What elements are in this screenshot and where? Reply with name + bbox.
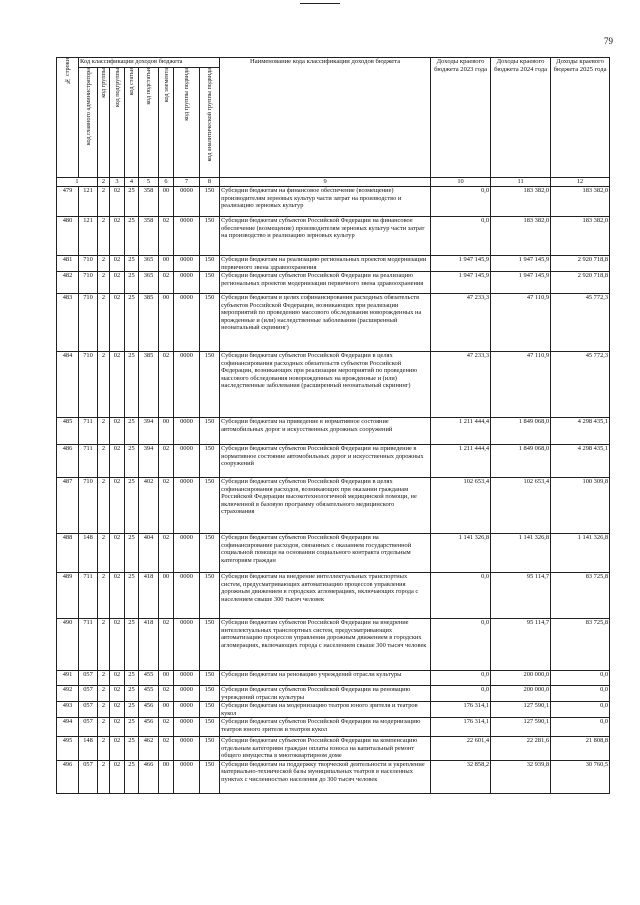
amount-cell: 183 382,0 bbox=[551, 217, 610, 256]
row-number-cell: 494 bbox=[57, 718, 79, 737]
amount-cell: 200 000,0 bbox=[491, 686, 551, 702]
code-cell: 150 bbox=[200, 671, 220, 686]
code-column-header: код статьи bbox=[125, 68, 139, 178]
code-cell: 710 bbox=[79, 256, 98, 272]
row-number-cell: 492 bbox=[57, 686, 79, 702]
code-cell: 25 bbox=[125, 217, 139, 256]
column-number: 7 bbox=[174, 178, 200, 187]
amount-cell: 0,0 bbox=[551, 702, 610, 718]
amount-cell: 200 000,0 bbox=[491, 671, 551, 686]
code-cell: 02 bbox=[110, 619, 125, 671]
code-cell: 02 bbox=[110, 686, 125, 702]
code-cell: 00 bbox=[159, 256, 174, 272]
code-cell: 25 bbox=[125, 619, 139, 671]
code-group-header: Код классификации доходов бюджета bbox=[79, 58, 220, 68]
amount-cell: 0,0 bbox=[551, 686, 610, 702]
code-cell: 150 bbox=[200, 702, 220, 718]
code-cell: 710 bbox=[79, 478, 98, 534]
code-cell: 148 bbox=[79, 737, 98, 761]
code-cell: 2 bbox=[98, 718, 110, 737]
code-cell: 02 bbox=[110, 352, 125, 418]
code-column-header: код подстатьи bbox=[139, 68, 159, 178]
table-row bbox=[57, 737, 610, 761]
row-number-cell: 489 bbox=[57, 573, 79, 619]
amount-cell: 83 725,8 bbox=[551, 573, 610, 619]
code-cell: 0000 bbox=[174, 534, 200, 573]
code-cell: 2 bbox=[98, 702, 110, 718]
code-cell: 2 bbox=[98, 352, 110, 418]
amount-cell: 1 211 444,4 bbox=[431, 445, 491, 478]
code-cell: 057 bbox=[79, 686, 98, 702]
amount-cell: 32 858,2 bbox=[431, 760, 491, 793]
code-cell: 418 bbox=[139, 573, 159, 619]
amount-cell: 100 309,8 bbox=[551, 478, 610, 534]
amount-cell: 1 947 145,9 bbox=[431, 256, 491, 272]
row-number-cell: 484 bbox=[57, 352, 79, 418]
code-cell: 0000 bbox=[174, 671, 200, 686]
table-row bbox=[57, 702, 610, 718]
code-cell: 150 bbox=[200, 760, 220, 793]
amount-cell: 0,0 bbox=[431, 686, 491, 702]
amount-cell: 1 141 326,8 bbox=[551, 534, 610, 573]
code-cell: 2 bbox=[98, 534, 110, 573]
code-cell: 0000 bbox=[174, 760, 200, 793]
code-cell: 0000 bbox=[174, 737, 200, 761]
table-row bbox=[57, 352, 610, 418]
code-cell: 358 bbox=[139, 187, 159, 217]
amount-cell: 127 590,1 bbox=[491, 702, 551, 718]
row-number-cell: 493 bbox=[57, 702, 79, 718]
code-cell: 150 bbox=[200, 478, 220, 534]
code-cell: 25 bbox=[125, 573, 139, 619]
code-cell: 25 bbox=[125, 686, 139, 702]
amount-cell: 30 760,5 bbox=[551, 760, 610, 793]
amount-cell: 176 314,1 bbox=[431, 718, 491, 737]
name-cell: Субсидии бюджетам субъектов Российской Федерации на внедрение интеллектуальных транспортных систем, предусматривающих автоматизацию процессов управления дорожным движением в городских агломерациях, включающих города с населением свыше 300 тысяч человек bbox=[220, 619, 431, 671]
code-cell: 456 bbox=[139, 718, 159, 737]
row-number-cell: 486 bbox=[57, 445, 79, 478]
code-cell: 25 bbox=[125, 256, 139, 272]
table-row bbox=[57, 294, 610, 352]
code-cell: 25 bbox=[125, 671, 139, 686]
page-number: 79 bbox=[604, 36, 613, 46]
column-number: 6 bbox=[159, 178, 174, 187]
code-cell: 25 bbox=[125, 534, 139, 573]
code-cell: 2 bbox=[98, 737, 110, 761]
name-cell: Субсидии бюджетам субъектов Российской Федерации на компенсацию отдельным категориям граждан оплаты взноса на капитальный ремонт общего имущества в многоквартирном доме bbox=[220, 737, 431, 761]
amount-cell: 127 590,1 bbox=[491, 718, 551, 737]
code-cell: 02 bbox=[110, 294, 125, 352]
amount-cell: 32 939,8 bbox=[491, 760, 551, 793]
name-cell: Субсидии бюджетам субъектов Российской Федерации в целях софинансирования расходных обязательств субъектов Российской Федерации, возникающих при реализации мероприятий по проведению массового обследования новорожденных на врожденные и (или) наследственные заболевания (расширенный неонатальный скрининг) bbox=[220, 352, 431, 418]
code-cell: 00 bbox=[159, 702, 174, 718]
amount-cell: 0,0 bbox=[431, 619, 491, 671]
column-number: 4 bbox=[125, 178, 139, 187]
code-cell: 2 bbox=[98, 272, 110, 294]
code-cell: 0000 bbox=[174, 573, 200, 619]
row-number-cell: 496 bbox=[57, 760, 79, 793]
code-cell: 2 bbox=[98, 217, 110, 256]
table-row bbox=[57, 478, 610, 534]
code-cell: 150 bbox=[200, 217, 220, 256]
name-cell: Субсидии бюджетам на приведение в нормативное состояние автомобильных дорог и искусственных дорожных сооружений bbox=[220, 418, 431, 445]
name-header: Наименование кода классификации доходов бюджета bbox=[220, 58, 431, 178]
amount-cell: 0,0 bbox=[431, 187, 491, 217]
code-cell: 00 bbox=[159, 573, 174, 619]
code-cell: 385 bbox=[139, 294, 159, 352]
amount-cell: 0,0 bbox=[431, 671, 491, 686]
budget-revenue-table bbox=[56, 57, 610, 794]
table-row bbox=[57, 619, 610, 671]
code-cell: 02 bbox=[159, 718, 174, 737]
row-number-cell: 488 bbox=[57, 534, 79, 573]
column-number: 8 bbox=[200, 178, 220, 187]
row-number-cell: 495 bbox=[57, 737, 79, 761]
code-cell: 2 bbox=[98, 671, 110, 686]
code-cell: 25 bbox=[125, 418, 139, 445]
table-row bbox=[57, 686, 610, 702]
code-cell: 148 bbox=[79, 534, 98, 573]
code-cell: 0000 bbox=[174, 256, 200, 272]
name-cell: Субсидии бюджетам субъектов Российской Федерации на финансовое обеспечение (возмещение) производителям зерновых культур части затрат на производство и реализацию зерновых культур bbox=[220, 217, 431, 256]
table-row bbox=[57, 534, 610, 573]
code-column-header: код группы подвида bbox=[174, 68, 200, 178]
code-cell: 2 bbox=[98, 478, 110, 534]
amount-cell: 183 382,0 bbox=[551, 187, 610, 217]
year-2023-header: Доходы краевого бюджета 2023 года bbox=[431, 58, 491, 178]
code-cell: 02 bbox=[159, 534, 174, 573]
year-2024-header: Доходы краевого бюджета 2024 года bbox=[491, 58, 551, 178]
top-rule bbox=[300, 3, 340, 4]
code-cell: 02 bbox=[159, 619, 174, 671]
column-number: 1 bbox=[57, 178, 98, 187]
code-cell: 121 bbox=[79, 217, 98, 256]
code-cell: 25 bbox=[125, 352, 139, 418]
code-cell: 710 bbox=[79, 294, 98, 352]
amount-cell: 0,0 bbox=[551, 671, 610, 686]
code-cell: 25 bbox=[125, 718, 139, 737]
code-cell: 394 bbox=[139, 445, 159, 478]
code-cell: 057 bbox=[79, 718, 98, 737]
code-cell: 150 bbox=[200, 272, 220, 294]
code-cell: 150 bbox=[200, 573, 220, 619]
code-cell: 0000 bbox=[174, 272, 200, 294]
table-row bbox=[57, 272, 610, 294]
table-row bbox=[57, 217, 610, 256]
code-cell: 02 bbox=[110, 217, 125, 256]
code-cell: 0000 bbox=[174, 718, 200, 737]
amount-cell: 0,0 bbox=[551, 718, 610, 737]
code-cell: 711 bbox=[79, 619, 98, 671]
name-cell: Субсидии бюджетам субъектов Российской Федерации на софинансирование расходов, связанных с оказанием государственной социальной помощи на основании социального контракта отдельным категориям граждан bbox=[220, 534, 431, 573]
code-cell: 02 bbox=[110, 671, 125, 686]
amount-cell: 1 141 326,8 bbox=[431, 534, 491, 573]
code-cell: 057 bbox=[79, 702, 98, 718]
amount-cell: 1 947 145,9 bbox=[491, 272, 551, 294]
row-number-cell: 479 bbox=[57, 187, 79, 217]
code-cell: 02 bbox=[159, 352, 174, 418]
row-number-cell: 480 bbox=[57, 217, 79, 256]
name-cell: Субсидии бюджетам на реновацию учреждений отрасли культуры bbox=[220, 671, 431, 686]
code-cell: 150 bbox=[200, 256, 220, 272]
code-column-header: код аналитической группы подвида bbox=[200, 68, 220, 178]
code-cell: 150 bbox=[200, 418, 220, 445]
name-cell: Субсидии бюджетам субъектов Российской Федерации на реновацию учреждений отрасли культуры bbox=[220, 686, 431, 702]
code-column-header: код группы bbox=[98, 68, 110, 178]
amount-cell: 2 920 718,8 bbox=[551, 272, 610, 294]
column-number: 3 bbox=[110, 178, 125, 187]
code-cell: 404 bbox=[139, 534, 159, 573]
code-column-header: код главного администратора bbox=[79, 68, 98, 178]
code-cell: 00 bbox=[159, 187, 174, 217]
code-cell: 2 bbox=[98, 445, 110, 478]
code-cell: 25 bbox=[125, 272, 139, 294]
amount-cell: 102 653,4 bbox=[431, 478, 491, 534]
amount-cell: 83 725,8 bbox=[551, 619, 610, 671]
code-cell: 150 bbox=[200, 534, 220, 573]
amount-cell: 47 233,3 bbox=[431, 294, 491, 352]
row-number-cell: 490 bbox=[57, 619, 79, 671]
row-number-cell: 482 bbox=[57, 272, 79, 294]
row-number-cell: 491 bbox=[57, 671, 79, 686]
code-cell: 25 bbox=[125, 187, 139, 217]
code-cell: 0000 bbox=[174, 352, 200, 418]
code-cell: 0000 bbox=[174, 445, 200, 478]
name-cell: Субсидии бюджетам на реализацию региональных проектов модернизации первичного звена здравоохранения bbox=[220, 256, 431, 272]
code-cell: 394 bbox=[139, 418, 159, 445]
row-number-cell: 485 bbox=[57, 418, 79, 445]
amount-cell: 4 298 435,1 bbox=[551, 418, 610, 445]
name-cell: Субсидии бюджетам субъектов Российской Федерации в целях софинансирования расходов, возникающих при оказании гражданам Российской Федерации высокотехнологичной медицинской помощи, не включенной в базовую программу обязательного медицинского страхования bbox=[220, 478, 431, 534]
amount-cell: 2 920 718,8 bbox=[551, 256, 610, 272]
row-number-cell: 481 bbox=[57, 256, 79, 272]
code-cell: 25 bbox=[125, 294, 139, 352]
code-cell: 057 bbox=[79, 671, 98, 686]
amount-cell: 1 947 145,9 bbox=[491, 256, 551, 272]
code-cell: 0000 bbox=[174, 418, 200, 445]
code-cell: 456 bbox=[139, 702, 159, 718]
code-cell: 2 bbox=[98, 294, 110, 352]
code-cell: 0000 bbox=[174, 217, 200, 256]
amount-cell: 22 281,6 bbox=[491, 737, 551, 761]
code-cell: 02 bbox=[159, 478, 174, 534]
table-row bbox=[57, 573, 610, 619]
code-cell: 0000 bbox=[174, 478, 200, 534]
code-cell: 02 bbox=[159, 272, 174, 294]
amount-cell: 0,0 bbox=[431, 573, 491, 619]
name-cell: Субсидии бюджетам в целях софинансирования расходных обязательств субъектов Российской Федерации, возникающих при реализации мероприятий по проведению массового обследования новорожденных на врожденные и (или) наследственные заболевания (расширенный неонатальный скрининг) bbox=[220, 294, 431, 352]
code-cell: 02 bbox=[110, 272, 125, 294]
amount-cell: 95 114,7 bbox=[491, 619, 551, 671]
code-cell: 25 bbox=[125, 445, 139, 478]
code-cell: 02 bbox=[110, 534, 125, 573]
column-number: 5 bbox=[139, 178, 159, 187]
code-cell: 0000 bbox=[174, 702, 200, 718]
code-cell: 00 bbox=[159, 760, 174, 793]
code-cell: 02 bbox=[159, 445, 174, 478]
code-cell: 02 bbox=[110, 573, 125, 619]
code-cell: 00 bbox=[159, 671, 174, 686]
amount-cell: 4 298 435,1 bbox=[551, 445, 610, 478]
name-cell: Субсидии бюджетам субъектов Российской Федерации на модернизацию театров юного зрителя и театров кукол bbox=[220, 718, 431, 737]
amount-cell: 102 653,4 bbox=[491, 478, 551, 534]
amount-cell: 183 382,0 bbox=[491, 187, 551, 217]
amount-cell: 1 141 326,8 bbox=[491, 534, 551, 573]
column-number: 9 bbox=[220, 178, 431, 187]
code-cell: 150 bbox=[200, 718, 220, 737]
table-row bbox=[57, 671, 610, 686]
code-cell: 02 bbox=[159, 737, 174, 761]
name-cell: Субсидии бюджетам субъектов Российской Федерации на приведение в нормативное состояние автомобильных дорог и искусственных дорожных сооружений bbox=[220, 445, 431, 478]
name-cell: Субсидии бюджетам на внедрение интеллектуальных транспортных систем, предусматривающих автоматизацию процессов управления дорожным движением в городских агломерациях, включающих города с населением свыше 300 тысяч человек bbox=[220, 573, 431, 619]
name-cell: Субсидии бюджетам на модернизацию театров юного зрителя и театров кукол bbox=[220, 702, 431, 718]
amount-cell: 176 314,1 bbox=[431, 702, 491, 718]
code-cell: 0000 bbox=[174, 294, 200, 352]
code-cell: 455 bbox=[139, 686, 159, 702]
amount-cell: 47 233,3 bbox=[431, 352, 491, 418]
code-cell: 710 bbox=[79, 352, 98, 418]
code-cell: 0000 bbox=[174, 686, 200, 702]
column-number: 2 bbox=[98, 178, 110, 187]
amount-cell: 21 808,8 bbox=[551, 737, 610, 761]
name-cell: Субсидии бюджетам субъектов Российской Федерации на реализацию региональных проектов модернизации первичного звена здравоохранения bbox=[220, 272, 431, 294]
code-cell: 00 bbox=[159, 294, 174, 352]
code-cell: 02 bbox=[159, 686, 174, 702]
code-cell: 0000 bbox=[174, 619, 200, 671]
code-cell: 2 bbox=[98, 573, 110, 619]
code-cell: 25 bbox=[125, 702, 139, 718]
table-row bbox=[57, 760, 610, 793]
code-column-header: код элемента bbox=[159, 68, 174, 178]
code-cell: 466 bbox=[139, 760, 159, 793]
code-cell: 462 bbox=[139, 737, 159, 761]
amount-cell: 45 772,3 bbox=[551, 352, 610, 418]
table-row bbox=[57, 187, 610, 217]
amount-cell: 95 114,7 bbox=[491, 573, 551, 619]
amount-cell: 183 382,0 bbox=[491, 217, 551, 256]
code-cell: 710 bbox=[79, 272, 98, 294]
code-cell: 150 bbox=[200, 686, 220, 702]
code-cell: 418 bbox=[139, 619, 159, 671]
column-number: 10 bbox=[431, 178, 491, 187]
column-number: 12 bbox=[551, 178, 610, 187]
amount-cell: 1 211 444,4 bbox=[431, 418, 491, 445]
code-cell: 365 bbox=[139, 272, 159, 294]
code-cell: 150 bbox=[200, 445, 220, 478]
code-cell: 057 bbox=[79, 760, 98, 793]
row-number-header: № строки bbox=[57, 58, 79, 178]
amount-cell: 45 772,3 bbox=[551, 294, 610, 352]
code-cell: 25 bbox=[125, 737, 139, 761]
code-cell: 150 bbox=[200, 737, 220, 761]
name-cell: Субсидии бюджетам на поддержку творческой деятельности и укрепление материально-технической базы муниципальных театров в населенных пунктах с численностью населения до 300 тысяч человек bbox=[220, 760, 431, 793]
code-cell: 2 bbox=[98, 686, 110, 702]
code-cell: 455 bbox=[139, 671, 159, 686]
code-cell: 0000 bbox=[174, 187, 200, 217]
table-row bbox=[57, 445, 610, 478]
code-cell: 02 bbox=[110, 718, 125, 737]
amount-cell: 1 947 145,9 bbox=[431, 272, 491, 294]
code-cell: 2 bbox=[98, 187, 110, 217]
code-cell: 02 bbox=[110, 760, 125, 793]
code-cell: 2 bbox=[98, 256, 110, 272]
column-number: 11 bbox=[491, 178, 551, 187]
code-cell: 150 bbox=[200, 294, 220, 352]
code-cell: 02 bbox=[110, 478, 125, 534]
code-cell: 711 bbox=[79, 445, 98, 478]
code-cell: 00 bbox=[159, 418, 174, 445]
code-cell: 150 bbox=[200, 619, 220, 671]
amount-cell: 0,0 bbox=[431, 217, 491, 256]
code-cell: 2 bbox=[98, 619, 110, 671]
code-cell: 2 bbox=[98, 418, 110, 445]
code-cell: 02 bbox=[110, 445, 125, 478]
code-cell: 25 bbox=[125, 760, 139, 793]
name-cell: Субсидии бюджетам на финансовое обеспечение (возмещение) производителям зерновых культур части затрат на производство и реализацию зерновых культур bbox=[220, 187, 431, 217]
code-cell: 385 bbox=[139, 352, 159, 418]
code-cell: 02 bbox=[110, 737, 125, 761]
code-cell: 02 bbox=[110, 256, 125, 272]
code-cell: 711 bbox=[79, 418, 98, 445]
code-cell: 365 bbox=[139, 256, 159, 272]
code-cell: 02 bbox=[110, 187, 125, 217]
amount-cell: 1 849 068,0 bbox=[491, 418, 551, 445]
year-2025-header: Доходы краевого бюджета 2025 года bbox=[551, 58, 610, 178]
code-cell: 02 bbox=[159, 217, 174, 256]
code-cell: 150 bbox=[200, 187, 220, 217]
code-cell: 358 bbox=[139, 217, 159, 256]
amount-cell: 1 849 068,0 bbox=[491, 445, 551, 478]
code-cell: 150 bbox=[200, 352, 220, 418]
code-cell: 02 bbox=[110, 418, 125, 445]
code-cell: 402 bbox=[139, 478, 159, 534]
code-cell: 711 bbox=[79, 573, 98, 619]
amount-cell: 47 110,9 bbox=[491, 352, 551, 418]
table-row bbox=[57, 418, 610, 445]
code-cell: 25 bbox=[125, 478, 139, 534]
table-row bbox=[57, 256, 610, 272]
amount-cell: 47 110,9 bbox=[491, 294, 551, 352]
amount-cell: 22 601,4 bbox=[431, 737, 491, 761]
code-cell: 02 bbox=[110, 702, 125, 718]
code-cell: 2 bbox=[98, 760, 110, 793]
code-column-header: код подгруппы bbox=[110, 68, 125, 178]
row-number-cell: 483 bbox=[57, 294, 79, 352]
row-number-cell: 487 bbox=[57, 478, 79, 534]
code-cell: 121 bbox=[79, 187, 98, 217]
table-row bbox=[57, 718, 610, 737]
